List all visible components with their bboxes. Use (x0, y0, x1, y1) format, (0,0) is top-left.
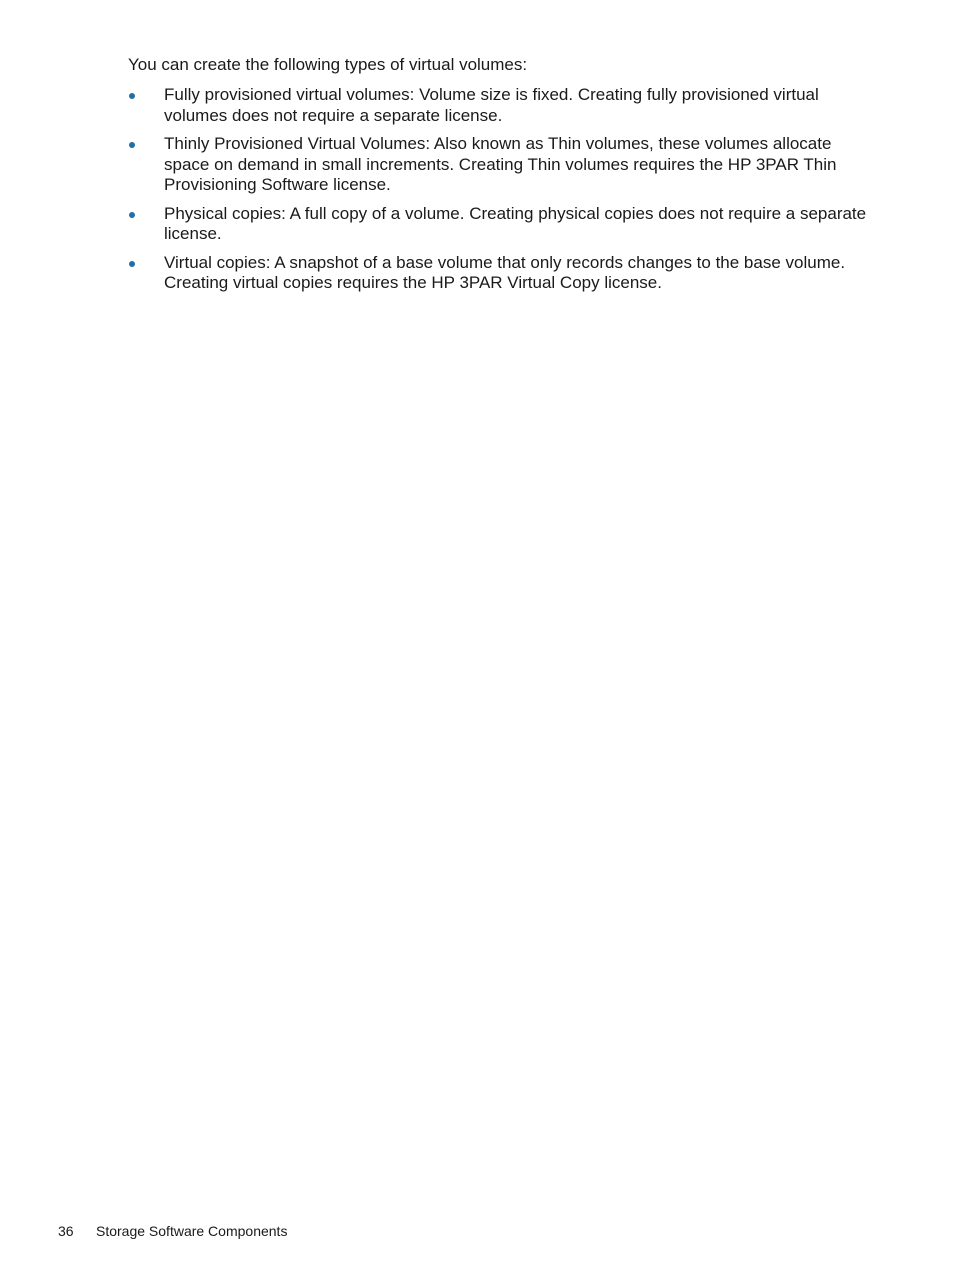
list-item-text: Fully provisioned virtual volumes: Volume size is fixed. Creating fully provisioned virtual volumes does not require a separate license. (164, 85, 819, 125)
volume-types-list (128, 85, 873, 294)
list-item-text: Thinly Provisioned Virtual Volumes: Also known as Thin volumes, these volumes allocate space on demand in small increments. Creating Thin volumes requires the HP 3PAR Thin Provisioning Software license. (164, 134, 837, 194)
bullet-icon (129, 93, 135, 99)
list-item-text: Virtual copies: A snapshot of a base volume that only records changes to the base volume. Creating virtual copies requires the HP 3PAR Virtual Copy license. (164, 252, 846, 292)
list-item-text: Physical copies: A full copy of a volume. Creating physical copies does not require a separate license. (164, 203, 867, 243)
page-number: 36 (58, 1223, 74, 1239)
list-item (128, 85, 873, 126)
intro-paragraph: You can create the following types of virtual volumes: (128, 55, 528, 74)
bullet-icon (129, 142, 135, 148)
list-item (128, 204, 873, 245)
footer-section-title: Storage Software Components (96, 1223, 288, 1239)
bullet-icon (129, 212, 135, 218)
page-footer (58, 1222, 287, 1240)
bullet-icon (129, 261, 135, 267)
document-body (128, 54, 873, 302)
list-item (128, 253, 873, 294)
list-item (128, 134, 873, 196)
